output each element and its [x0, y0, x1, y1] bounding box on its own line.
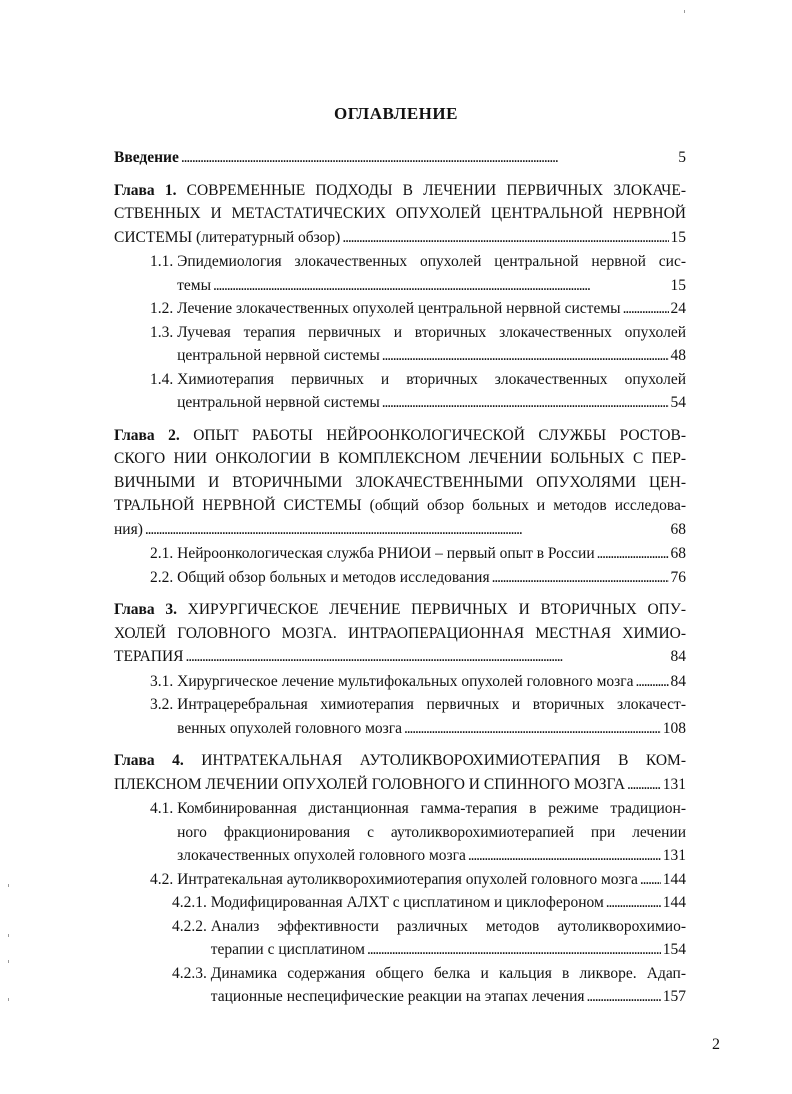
section-1-3-last-line: центральной нервной системы — [177, 347, 380, 364]
section-4-1-last-line: злокачественных опухолей головного мозга — [177, 847, 466, 864]
section-3-1-number: 3.1. — [150, 672, 174, 690]
dot-leader — [468, 844, 661, 868]
section-3-2-last-line: венных опухолей головного мозга — [177, 719, 403, 737]
section-4-2-1-title: Модифицированная АЛХТ с цисплатином и циклофероном — [210, 894, 604, 911]
toc-entry-intro[interactable] — [114, 146, 686, 170]
chapter-2-line-4: ТРАЛЬНОЙ НЕРВНОЙ СИСТЕМЫ (общий обзор больных и методов исследова- — [114, 497, 686, 514]
chapter-3-label: Глава 3. — [114, 601, 177, 618]
section-1-3-line-1: Лучевая терапия первичных и вторичных злокачественных опухолей — [177, 323, 686, 341]
section-4-2-3-page: 157 — [662, 988, 686, 1005]
chapter-3-last-line: ТЕРАПИЯ — [114, 648, 184, 665]
table-of-contents — [114, 146, 686, 1009]
dot-leader — [367, 938, 661, 962]
section-4-2-2-last-line: терапии с цисплатином — [210, 941, 365, 958]
section-3-1-page: 84 — [670, 672, 686, 690]
section-1-2-number: 1.2. — [150, 300, 174, 317]
section-1-4-last-line: центральной нервной системы — [177, 394, 380, 411]
toc-entry-1-1[interactable] — [114, 250, 686, 297]
scan-speck — [8, 998, 9, 1001]
chapter-3-line-1: ХИРУРГИЧЕСКОЕ ЛЕЧЕНИЕ ПЕРВИЧНЫХ И ВТОРИЧНЫХ ОПУ- — [187, 601, 687, 618]
dot-leader — [623, 297, 669, 321]
toc-intro-label: Введение — [114, 149, 179, 166]
toc-entry-4-2-2[interactable] — [114, 915, 686, 962]
dot-leader — [636, 670, 669, 694]
chapter-3-line-2: ХОЛЕЙ ГОЛОВНОГО МОЗГА. ИНТРАОПЕРАЦИОННАЯ МЕСТНАЯ ХИМИО- — [114, 624, 686, 642]
chapter-1-label: Глава 1. — [114, 181, 177, 199]
chapter-4-label: Глава 4. — [114, 752, 184, 769]
section-1-1-page: 15 — [670, 276, 686, 294]
section-4-2-2-line-1: Анализ эффективности различных методов аутоликворохимио- — [210, 917, 686, 935]
toc-entry-4-2-3[interactable] — [114, 962, 686, 1009]
section-3-2-line-1: Интрацеребральная химиотерапия первичных и вторичных злокачест- — [177, 696, 686, 713]
section-4-2-3-number: 4.2.3. — [172, 964, 207, 982]
section-3-1-title: Хирургическое лечение мультифокальных опухолей головного мозга — [177, 672, 634, 690]
section-1-1-number: 1.1. — [150, 253, 174, 270]
toc-entry-4-1[interactable] — [114, 797, 686, 868]
chapter-4-page: 131 — [662, 775, 686, 793]
section-1-4-number: 1.4. — [150, 370, 174, 388]
chapter-4-line-1: ИНТРАТЕКАЛЬНАЯ АУТОЛИКВОРОХИМИОТЕРАПИЯ В КОМ- — [201, 752, 686, 769]
section-1-4-page: 54 — [670, 394, 686, 411]
chapter-4-last-line: ПЛЕКСНОМ ЛЕЧЕНИИ ОПУХОЛЕЙ ГОЛОВНОГО И СПИННОГО МОЗГА — [114, 775, 626, 793]
dot-leader — [640, 868, 661, 892]
toc-entry-3-2[interactable] — [114, 693, 686, 740]
toc-entry-chapter-2[interactable] — [114, 424, 686, 542]
section-4-2-page: 144 — [662, 870, 686, 888]
section-4-2-2-number: 4.2.2. — [172, 917, 207, 935]
toc-intro-page: 5 — [678, 149, 686, 166]
dot-leader — [404, 717, 661, 741]
section-2-2-number: 2.2. — [150, 568, 174, 586]
scan-speck — [8, 934, 9, 937]
toc-entry-4-2-1[interactable] — [114, 891, 686, 915]
chapter-2-last-line: ния) — [114, 520, 143, 538]
section-4-2-number: 4.2. — [150, 870, 174, 888]
toc-entry-1-2[interactable] — [114, 297, 686, 321]
dot-leader — [627, 773, 661, 797]
section-3-2-page: 108 — [662, 719, 686, 737]
section-1-1-last-line: темы — [177, 276, 212, 294]
dot-leader — [342, 226, 668, 250]
section-1-1-line-1: Эпидемиология злокачественных опухолей центральной нервной сис- — [177, 253, 686, 270]
section-4-1-line-2: ного фракционирования с аутоликворохимиотерапией при лечении — [177, 823, 686, 841]
section-4-2-2-page: 154 — [662, 941, 686, 958]
chapter-2-label: Глава 2. — [114, 426, 180, 444]
toc-entry-2-2[interactable] — [114, 566, 686, 590]
dot-leader — [145, 518, 669, 542]
toc-entry-4-2[interactable] — [114, 868, 686, 892]
section-4-1-number: 4.1. — [150, 800, 174, 817]
dot-leader — [606, 891, 661, 915]
chapter-2-line-2: СКОГО НИИ ОНКОЛОГИИ В КОМПЛЕКСНОМ ЛЕЧЕНИИ БОЛЬНЫХ С ПЕР- — [114, 450, 686, 467]
section-4-1-line-1: Комбинированная дистанционная гамма-терапия в режиме традицион- — [177, 800, 686, 817]
page-title: ОГЛАВЛЕНИЕ — [334, 104, 458, 123]
section-1-3-number: 1.3. — [150, 323, 174, 341]
section-2-1-title: Нейроонкологическая служба РНИОИ – первый опыт в России — [177, 545, 595, 562]
chapter-1-last-line: СИСТЕМЫ (литературный обзор) — [114, 228, 341, 246]
dot-leader — [382, 344, 669, 368]
chapter-3-page: 84 — [670, 648, 686, 665]
dot-leader — [382, 391, 669, 415]
page-number: 2 — [712, 1036, 720, 1053]
section-2-2-page: 76 — [670, 568, 686, 586]
section-4-2-title: Интратекальная аутоликворохимиотерапия опухолей головного мозга — [177, 870, 638, 888]
dot-leader — [213, 274, 668, 298]
toc-entry-3-1[interactable] — [114, 670, 686, 694]
section-2-2-title: Общий обзор больных и методов исследования — [177, 568, 490, 586]
chapter-1-line-2: СТВЕННЫХ И МЕТАСТАТИЧЕСКИХ ОПУХОЛЕЙ ЦЕНТРАЛЬНОЙ НЕРВНОЙ — [114, 205, 686, 222]
section-4-2-1-page: 144 — [662, 894, 686, 911]
scan-speck — [8, 884, 9, 887]
chapter-2-line-3: ВИЧНЫМИ И ВТОРИЧНЫМИ ЗЛОКАЧЕСТВЕННЫМИ ОПУХОЛЯМИ ЦЕН- — [114, 473, 686, 491]
dot-leader — [492, 566, 669, 590]
chapter-1-line-1: СОВРЕМЕННЫЕ ПОДХОДЫ В ЛЕЧЕНИИ ПЕРВИЧНЫХ ЗЛОКАЧЕ- — [186, 181, 686, 199]
chapter-1-page: 15 — [670, 228, 686, 246]
chapter-2-page: 68 — [670, 520, 686, 538]
section-2-1-number: 2.1. — [150, 545, 174, 562]
toc-entry-1-3[interactable] — [114, 321, 686, 368]
section-3-2-number: 3.2. — [150, 696, 174, 713]
section-4-2-3-last-line: тационные неспецифические реакции на этапах лечения — [210, 988, 585, 1005]
scan-speck — [684, 10, 685, 13]
toc-entry-chapter-4[interactable] — [114, 749, 686, 796]
section-4-2-3-line-1: Динамика содержания общего белка и кальция в ликворе. Адап- — [210, 964, 686, 982]
toc-entry-1-4[interactable] — [114, 368, 686, 415]
section-1-2-title: Лечение злокачественных опухолей центральной нервной системы — [177, 300, 621, 317]
dot-leader — [186, 645, 669, 669]
toc-entry-chapter-1[interactable] — [114, 179, 686, 250]
dot-leader — [587, 985, 661, 1009]
section-1-4-line-1: Химиотерапия первичных и вторичных злокачественных опухолей — [177, 370, 686, 388]
scan-speck — [8, 960, 9, 963]
section-1-3-page: 48 — [670, 347, 686, 364]
section-4-2-1-number: 4.2.1. — [172, 894, 207, 911]
dot-leader — [181, 146, 676, 170]
toc-entry-2-1[interactable] — [114, 542, 686, 566]
chapter-2-line-1: ОПЫТ РАБОТЫ НЕЙРООНКОЛОГИЧЕСКОЙ СЛУЖБЫ РОСТОВ- — [193, 426, 687, 444]
toc-entry-chapter-3[interactable] — [114, 598, 686, 669]
section-4-1-page: 131 — [662, 847, 686, 864]
section-1-2-page: 24 — [670, 300, 686, 317]
section-2-1-page: 68 — [670, 545, 686, 562]
dot-leader — [597, 542, 669, 566]
